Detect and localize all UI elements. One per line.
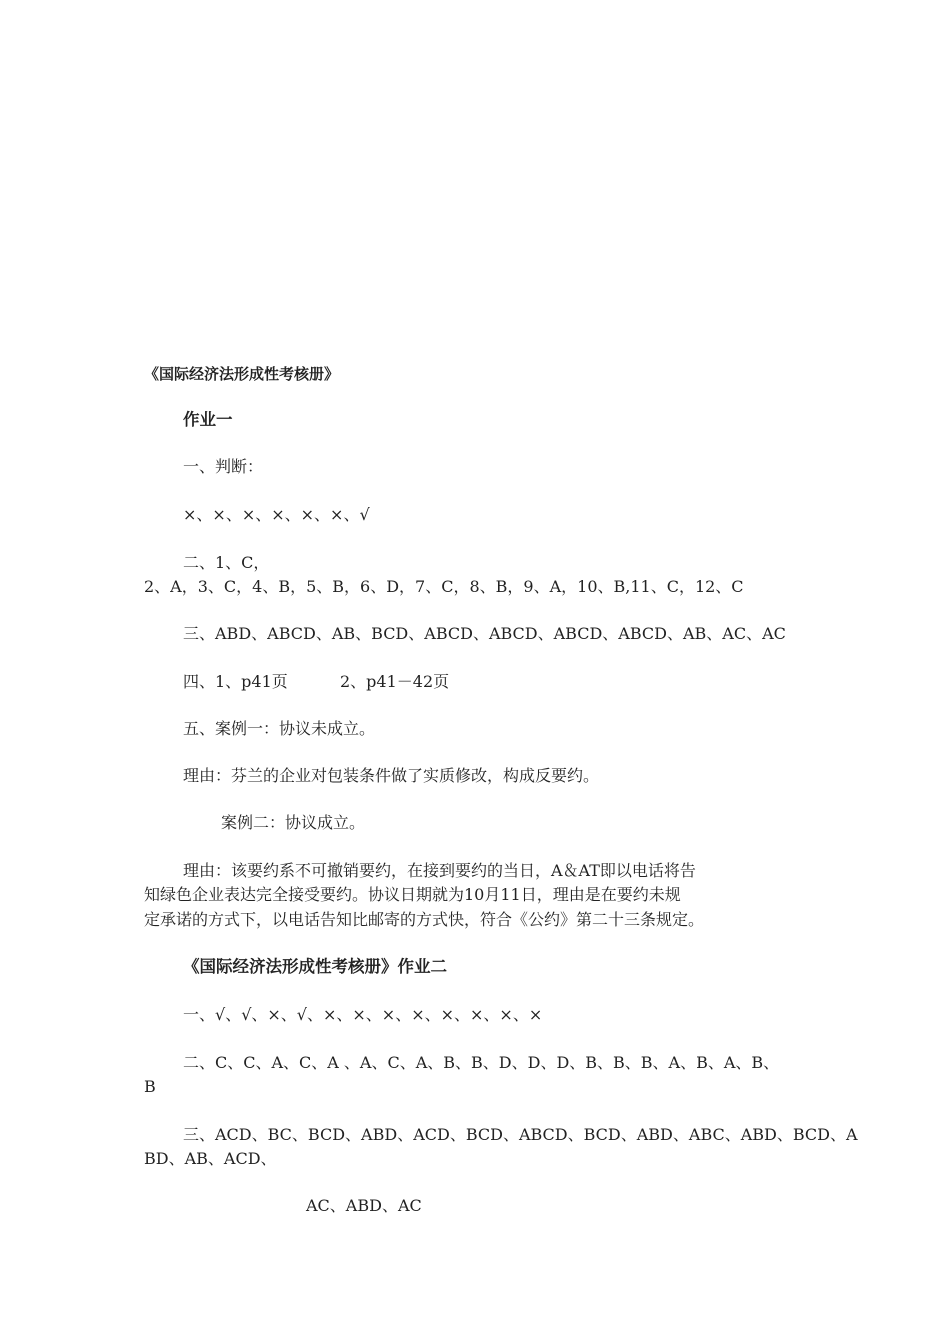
hw2-section-2-line-2: B [144,1077,156,1096]
homework-2-heading: 《国际经济法形成性考核册》作业二 [183,957,447,976]
hw1-case-2-reason-line-1: 理由：该要约系不可撤销要约，在接到要约的当日，A＆AT即以电话将告 [183,861,696,880]
document-title: 《国际经济法形成性考核册》 [144,365,340,383]
hw1-case-1-reason: 理由：芬兰的企业对包装条件做了实质修改，构成反要约。 [183,766,600,785]
hw1-case-2-reason-line-3: 定承诺的方式下，以电话告知比邮寄的方式快，符合《公约》第二十三条规定。 [144,910,705,929]
homework-1-heading: 作业一 [183,410,233,429]
hw1-case-1: 五、案例一：协议未成立。 [183,719,376,738]
hw1-section-4-b: 2、p41－42页 [340,672,450,691]
hw1-section-3: 三、ABD、ABCD、AB、BCD、ABCD、ABCD、ABCD、ABCD、AB、AC、AC [183,624,786,643]
hw1-section-2-line-1: 二、1、C， [183,553,270,572]
hw2-section-1: 一、√、√、×、√、×、×、×、×、×、×、×、× [183,1005,543,1024]
hw1-section-2-line-2: 2、A，3、C，4、B，5、B，6、D，7、C，8、B，9、A，10、B,11、C，12、C [144,577,744,596]
hw1-section-1-label: 一、判断： [183,457,264,476]
hw2-section-3-line-1: 三、ACD、BC、BCD、ABD、ACD、BCD、ABCD、BCD、ABD、ABC、ABD、BCD、A [183,1125,858,1144]
hw2-section-3-line-2: BD、AB、ACD、 [144,1149,277,1168]
hw1-section-1-answers: ×、×、×、×、×、×、√ [183,505,370,524]
hw2-section-2-line-1: 二、C、C、A、C、A 、A、C、A、B、B、D、D、D、B、B、B、A、B、A、B、 [183,1053,780,1072]
hw2-section-3-line-3: AC、ABD、AC [306,1196,422,1215]
hw1-section-4-a: 四、1、p41页 [183,672,288,691]
hw1-case-2: 案例二：协议成立。 [221,813,366,832]
hw1-case-2-reason-line-2: 知绿色企业表达完全接受要约。协议日期就为10月11日，理由是在要约未规 [144,885,681,904]
